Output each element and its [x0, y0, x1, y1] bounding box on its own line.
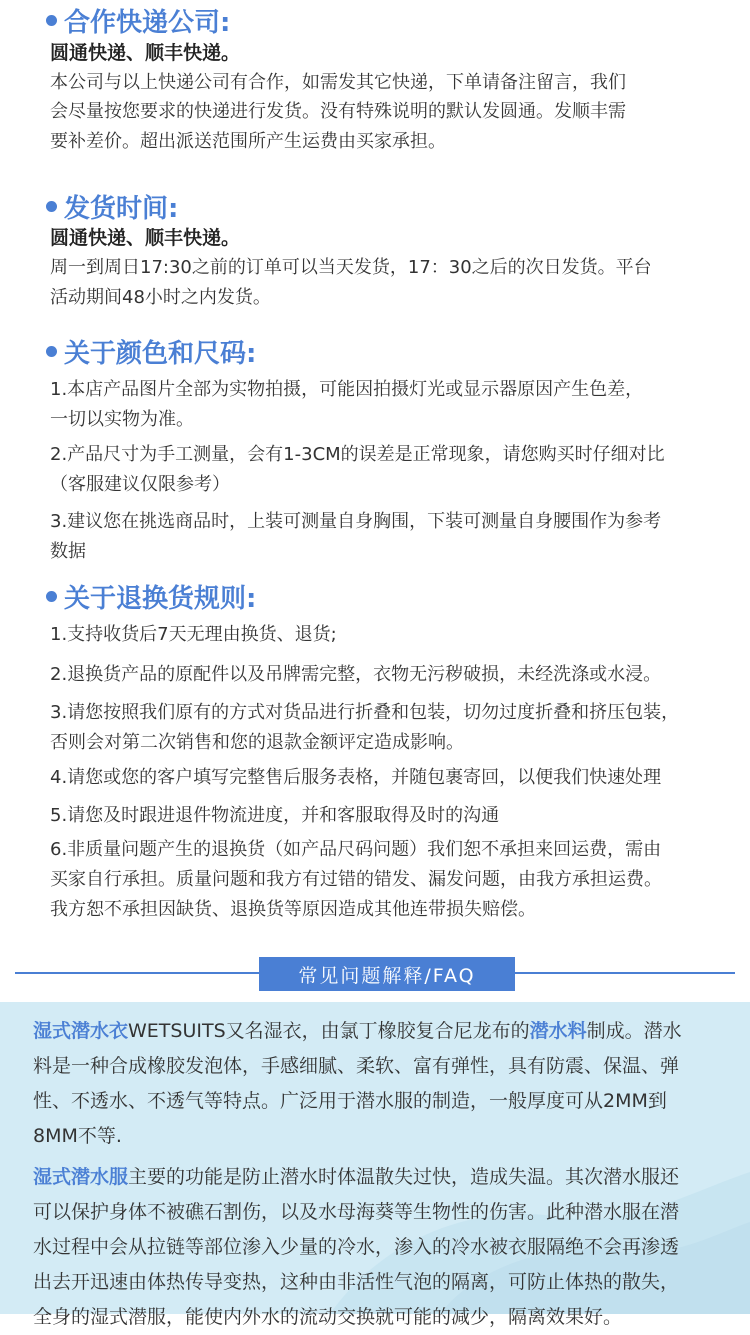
color-size-line-2: 一切以实物为准。 [50, 409, 194, 430]
bullet-dot-icon [46, 346, 57, 357]
color-size-line-6: 数据 [50, 541, 86, 562]
return-line-5: 4.请您或您的客户填写完整售后服务表格，并随包裹寄回，以便我们快速处理 [50, 767, 662, 788]
section-title-shipping-time: 发货时间: [46, 188, 178, 225]
shipping-lead: 圆通快递、顺丰快递。 [50, 227, 241, 249]
courier-line-2: 会尽量按您要求的快递进行发货。没有特殊说明的默认发圆通。发顺丰需 [50, 101, 626, 122]
color-size-line-5: 3.建议您在挑选商品时，上装可测量自身胸围，下装可测量自身腰围作为参考 [50, 511, 662, 532]
faq-p2-line-2: 可以保护身体不被礁石割伤，以及水母海葵等生物性的伤害。此种潜水服在潜 [33, 1201, 680, 1223]
bullet-dot-icon [46, 591, 57, 602]
faq-heading: 常见问题解释/FAQ [259, 957, 515, 991]
section-title-courier: 合作快递公司: [46, 2, 230, 39]
color-size-line-1: 1.本店产品图片全部为实物拍摄，可能因拍摄灯光或显示器原因产生色差， [50, 379, 644, 400]
return-line-2: 2.退换货产品的原配件以及吊牌需完整，衣物无污秽破损，未经洗涤或水浸。 [50, 664, 662, 685]
return-line-3: 3.请您按照我们原有的方式对货品进行折叠和包装，切勿过度折叠和挤压包装， [50, 702, 680, 723]
return-line-8: 买家自行承担。质量问题和我方有过错的错发、漏发问题，由我方承担运费。 [50, 869, 662, 890]
bullet-dot-icon [46, 201, 57, 212]
return-line-9: 我方恕不承担因缺货、退换货等原因造成其他连带损失赔偿。 [50, 899, 536, 920]
term-wetsuit: 湿式潜水衣 [33, 1020, 129, 1042]
shipping-line-1: 周一到周日17:30之前的订单可以当天发货，17：30之后的次日发货。平台 [50, 257, 652, 278]
faq-p2-line-1: 湿式潜水服主要的功能是防止潜水时体温散失过快，造成失温。其次潜水服还 [33, 1166, 680, 1188]
section-title-return-rules: 关于退换货规则: [46, 578, 256, 615]
faq-p2-line-5: 全身的湿式潜服，能使内外水的流动交换就可能的减少，隔离效果好。 [33, 1306, 623, 1328]
faq-p1-line-1: 湿式潜水衣WETSUITS又名湿衣，由氯丁橡胶复合尼龙布的潜水料制成。潜水 [33, 1020, 682, 1042]
return-line-7: 6.非质量问题产生的退换货（如产品尺码问题）我们恕不承担来回运费，需由 [50, 839, 662, 860]
faq-panel [0, 1002, 750, 1328]
shipping-line-2: 活动期间48小时之内发货。 [50, 287, 271, 308]
bullet-dot-icon [46, 15, 57, 26]
courier-lead: 圆通快递、顺丰快递。 [50, 42, 241, 64]
term-diving-material: 潜水料 [529, 1020, 587, 1042]
faq-p2-line-3: 水过程中会从拉链等部位渗入少量的冷水，渗入的冷水被衣服隔绝不会再渗透 [33, 1236, 680, 1258]
color-size-line-4: （客服建议仅限参考） [50, 474, 230, 495]
section-title-color-size: 关于颜色和尺码: [46, 333, 256, 370]
return-line-1: 1.支持收货后7天无理由换货、退货; [50, 624, 337, 645]
term-wetsuit-clothing: 湿式潜水服 [33, 1166, 129, 1188]
faq-p1-line-4: 8MM不等. [33, 1125, 122, 1147]
faq-p2-line-4: 出去开迅速由体热传导变热，这种由非活性气泡的隔离，可防止体热的散失， [33, 1271, 680, 1293]
faq-p1-line-2: 料是一种合成橡胶发泡体，手感细腻、柔软、富有弹性，具有防震、保温、弹 [33, 1055, 680, 1077]
courier-line-3: 要补差价。超出派送范围所产生运费由买家承担。 [50, 131, 446, 152]
courier-line-1: 本公司与以上快递公司有合作，如需发其它快递，下单请备注留言，我们 [50, 72, 626, 93]
color-size-line-3: 2.产品尺寸为手工测量，会有1-3CM的误差是正常现象，请您购买时仔细对比 [50, 444, 665, 465]
return-line-6: 5.请您及时跟进退件物流进度，并和客服取得及时的沟通 [50, 805, 500, 826]
return-line-4: 否则会对第二次销售和您的退款金额评定造成影响。 [50, 732, 464, 753]
faq-p1-line-3: 性、不透水、不透气等特点。广泛用于潜水服的制造，一般厚度可从2MM到 [33, 1090, 667, 1112]
